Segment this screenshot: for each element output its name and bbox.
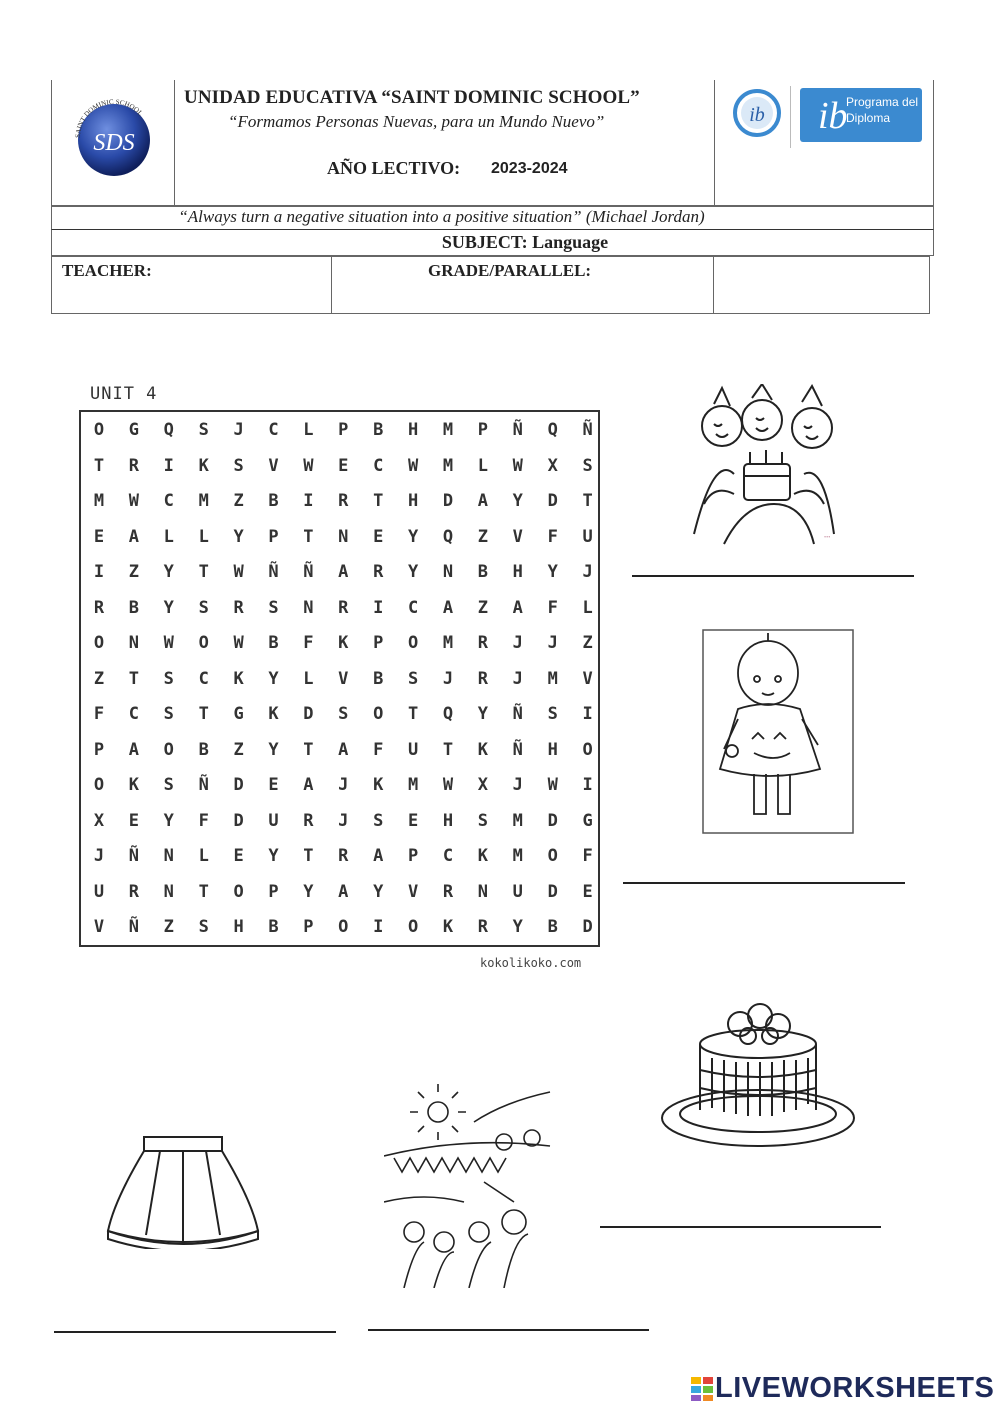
grid-letter[interactable]: R (477, 917, 489, 937)
grid-letter[interactable]: A (128, 739, 140, 760)
grid-letter[interactable]: Ñ (512, 704, 523, 724)
grid-letter[interactable]: V (407, 881, 419, 902)
diploma-programme-text: Programa del Diploma (846, 95, 919, 125)
grid-letter[interactable]: I (582, 775, 593, 795)
word-search-source: kokolikoko.com (480, 956, 582, 970)
grid-letter[interactable]: Y (233, 526, 244, 547)
grid-letter[interactable]: M (442, 455, 454, 476)
grid-letter[interactable]: Y (512, 917, 523, 937)
subject-label: SUBJECT: Language (441, 232, 609, 252)
grid-letter[interactable]: H (547, 739, 558, 760)
grid-letter[interactable]: N (163, 846, 174, 866)
grid-letter[interactable]: E (582, 881, 593, 902)
grid-letter[interactable]: Y (268, 668, 279, 689)
header-divider (174, 80, 175, 205)
grid-letter[interactable]: F (373, 739, 384, 760)
grid-letter[interactable]: Y (268, 846, 279, 866)
grid-letter[interactable]: P (268, 881, 279, 902)
grid-letter[interactable]: Z (93, 668, 105, 689)
grid-letter[interactable]: Z (477, 597, 489, 618)
grid-letter[interactable]: T (198, 562, 209, 582)
grid-letter[interactable]: Ñ (268, 562, 279, 582)
grid-letter[interactable]: T (198, 704, 209, 724)
grid-letter[interactable]: U (268, 810, 279, 831)
grid-letter[interactable]: Y (303, 881, 314, 902)
grid-letter[interactable]: J (512, 775, 523, 795)
grid-letter[interactable]: Ñ (512, 739, 523, 760)
grid-letter[interactable]: B (373, 420, 384, 440)
word-search-grid[interactable] (79, 410, 600, 947)
grid-letter[interactable]: H (512, 562, 523, 582)
year-value: 2023-2024 (491, 160, 568, 177)
grid-letter[interactable]: S (198, 597, 209, 618)
grid-letter[interactable]: K (442, 917, 454, 937)
grid-letter[interactable]: M (512, 810, 523, 831)
grid-letter[interactable]: Z (233, 491, 244, 511)
grid-letter[interactable]: X (477, 775, 489, 795)
grid-letter[interactable]: W (233, 633, 244, 653)
grid-letter[interactable]: O (163, 739, 174, 760)
grid-letter[interactable]: S (477, 810, 489, 831)
grid-letter[interactable]: S (163, 704, 174, 724)
school-name: UNIDAD EDUCATIVA “SAINT DOMINIC SCHOOL” (184, 87, 640, 108)
grid-letter[interactable]: E (233, 846, 244, 866)
grid-letter[interactable]: E (128, 810, 140, 831)
grid-letter[interactable]: O (582, 739, 593, 760)
grid-letter[interactable]: U (512, 881, 523, 902)
grid-letter[interactable]: B (547, 917, 558, 937)
grid-letter[interactable]: S (582, 455, 593, 476)
grid-letter[interactable]: A (128, 526, 140, 547)
grid-letter[interactable]: W (407, 455, 419, 476)
diploma-programme-logo (800, 84, 922, 146)
grid-letter[interactable]: A (303, 775, 314, 795)
skirt-picture (104, 1133, 262, 1249)
year-label: AÑO LECTIVO: (327, 158, 461, 178)
grid-letter[interactable]: K (198, 455, 209, 476)
grid-letter[interactable]: N (442, 562, 454, 582)
grid-letter[interactable]: B (198, 739, 209, 760)
grid-letter[interactable]: Ñ (303, 562, 314, 582)
grid-letter[interactable]: V (512, 526, 523, 547)
grid-letter[interactable]: M (442, 633, 454, 653)
grid-letter[interactable]: D (233, 775, 244, 795)
grid-letter[interactable]: D (303, 704, 314, 724)
grid-letter[interactable]: D (442, 491, 454, 511)
grid-letter[interactable]: L (198, 526, 209, 547)
grid-letter[interactable]: R (442, 881, 454, 902)
grade-label: GRADE/PARALLEL: (428, 261, 592, 280)
grid-letter[interactable]: N (303, 597, 314, 618)
grid-letter[interactable]: Ñ (128, 846, 140, 866)
grid-letter[interactable]: L (582, 597, 593, 618)
grid-letter[interactable]: T (93, 455, 105, 476)
grid-letter[interactable]: E (407, 810, 419, 831)
grid-letter[interactable]: Y (163, 597, 174, 618)
grid-letter[interactable]: L (303, 668, 314, 689)
grid-letter[interactable]: R (233, 597, 244, 618)
grid-letter[interactable]: U (93, 881, 105, 902)
svg-text:ib: ib (818, 95, 848, 137)
grid-letter[interactable]: S (163, 668, 174, 689)
grid-letter[interactable]: P (407, 846, 419, 866)
ib-logo (732, 84, 782, 142)
grid-letter[interactable]: P (93, 739, 105, 760)
grid-letter[interactable]: C (268, 420, 279, 440)
grid-letter[interactable]: Q (163, 420, 174, 440)
grid-letter[interactable]: K (233, 668, 244, 689)
grid-letter[interactable]: M (547, 668, 558, 689)
grid-letter[interactable]: P (303, 917, 314, 937)
logo-text: SAINT DOMINIC SCHOOL (73, 97, 145, 139)
grid-letter[interactable]: T (373, 491, 384, 511)
grid-letter[interactable]: J (512, 668, 523, 689)
grid-letter[interactable]: E (268, 775, 279, 795)
grid-letter[interactable]: N (163, 881, 174, 902)
grid-letter[interactable]: L (303, 420, 314, 440)
grid-letter[interactable]: M (512, 846, 523, 866)
grid-letter[interactable]: N (477, 881, 489, 902)
info-divider (331, 257, 332, 313)
grid-letter[interactable]: Z (233, 739, 244, 760)
grid-letter[interactable]: W (128, 491, 140, 511)
grid-letter[interactable]: Q (442, 526, 454, 547)
grid-letter[interactable]: T (128, 668, 140, 689)
grid-letter[interactable]: S (198, 917, 209, 937)
grid-letter[interactable]: B (268, 917, 279, 937)
grid-letter[interactable]: O (373, 704, 384, 724)
grid-letter[interactable]: V (93, 917, 105, 937)
grid-letter[interactable]: J (93, 846, 105, 866)
grid-letter[interactable]: A (477, 491, 489, 511)
info-divider (713, 257, 714, 313)
grid-letter[interactable]: A (512, 597, 523, 618)
logo-divider (790, 86, 791, 148)
grid-letter[interactable]: O (93, 633, 105, 653)
grid-letter[interactable]: T (198, 881, 209, 902)
grid-letter[interactable]: O (407, 917, 419, 937)
grid-letter[interactable]: I (373, 597, 384, 618)
grid-letter[interactable]: D (233, 810, 244, 831)
grid-letter[interactable]: B (128, 597, 140, 618)
grid-letter[interactable]: S (373, 810, 384, 831)
grid-letter[interactable]: T (303, 846, 314, 866)
grid-letter[interactable]: P (373, 633, 384, 653)
liveworksheets-icon (691, 1377, 713, 1401)
grid-letter[interactable]: L (477, 455, 489, 476)
grid-letter[interactable]: Y (407, 526, 419, 547)
answer-line[interactable] (54, 1331, 336, 1333)
answer-line[interactable] (600, 1226, 881, 1228)
grid-letter[interactable]: Ñ (512, 420, 523, 440)
pumpkin-costume-picture (702, 629, 854, 834)
grid-letter[interactable]: A (338, 739, 349, 760)
school-motto: “Formamos Personas Nuevas, para un Mundo Nuevo” (228, 112, 605, 131)
grid-letter[interactable]: R (303, 810, 314, 831)
grid-letter[interactable]: Z (163, 917, 174, 937)
grid-letter[interactable]: C (128, 704, 140, 724)
unit-title: UNIT 4 (90, 384, 158, 404)
grid-letter[interactable]: W (442, 775, 454, 795)
grid-letter[interactable]: Y (407, 562, 419, 582)
grid-letter[interactable]: J (338, 775, 349, 795)
grid-letter[interactable]: I (582, 704, 593, 724)
grid-letter[interactable]: O (233, 881, 244, 902)
grid-letter[interactable]: D (547, 881, 558, 902)
grid-letter[interactable]: W (163, 633, 174, 653)
grid-letter[interactable]: R (93, 597, 105, 618)
grid-letter[interactable]: F (93, 704, 105, 724)
grid-letter[interactable]: F (547, 526, 558, 547)
grid-letter[interactable]: H (233, 917, 244, 937)
grid-letter[interactable]: R (373, 562, 384, 582)
grid-letter[interactable]: Z (477, 526, 489, 547)
grid-letter[interactable]: J (233, 420, 244, 440)
grid-letter[interactable]: T (582, 491, 593, 511)
grid-letter[interactable]: O (93, 420, 105, 440)
grid-letter[interactable]: B (268, 491, 279, 511)
grid-letter[interactable]: U (407, 739, 419, 760)
grid-letter[interactable]: F (582, 846, 593, 866)
grid-letter[interactable]: A (442, 597, 454, 618)
grid-letter[interactable]: S (268, 597, 279, 618)
grid-letter[interactable]: Z (582, 633, 593, 653)
grid-letter[interactable]: K (373, 775, 384, 795)
grid-letter[interactable]: L (198, 846, 209, 866)
grid-letter[interactable]: S (407, 668, 419, 689)
grid-letter[interactable]: E (93, 526, 105, 547)
grid-letter[interactable]: G (128, 420, 140, 440)
grid-letter[interactable]: F (198, 810, 209, 831)
grid-letter[interactable]: Ñ (198, 775, 209, 795)
grid-letter[interactable]: T (303, 739, 314, 760)
grid-letter[interactable]: V (338, 668, 349, 689)
svg-text:•••: ••• (824, 535, 831, 541)
grid-letter[interactable]: N (338, 526, 349, 547)
grid-letter[interactable]: Y (373, 881, 384, 902)
grid-letter[interactable]: S (338, 704, 349, 724)
grid-letter[interactable]: V (268, 455, 279, 476)
grid-letter[interactable]: K (268, 704, 279, 724)
grid-letter[interactable]: O (93, 775, 105, 795)
grid-letter[interactable]: P (477, 420, 489, 440)
grid-letter[interactable]: W (547, 775, 558, 795)
grid-letter[interactable]: D (547, 810, 558, 831)
birthday-party-picture (684, 384, 844, 549)
grid-letter[interactable]: I (303, 491, 314, 511)
grid-letter[interactable]: E (338, 455, 349, 476)
grid-letter[interactable]: B (268, 633, 279, 653)
grid-letter[interactable]: K (477, 846, 489, 866)
grid-letter[interactable]: J (442, 668, 454, 689)
grid-letter[interactable]: A (373, 846, 384, 866)
grid-letter[interactable]: T (303, 526, 314, 547)
grid-letter[interactable]: J (582, 562, 593, 582)
grid-letter[interactable]: R (338, 846, 349, 866)
grid-letter[interactable]: J (547, 633, 558, 653)
grid-letter[interactable]: E (373, 526, 384, 547)
liveworksheets-brand: LIVEWORKSHEETS (715, 1372, 995, 1404)
school-logo (66, 88, 162, 184)
grid-letter[interactable]: H (407, 491, 419, 511)
grid-letter[interactable]: H (442, 810, 454, 831)
cake-picture (660, 998, 856, 1156)
grid-letter[interactable]: Ñ (582, 420, 593, 440)
grid-letter[interactable]: Y (163, 810, 174, 831)
grid-letter[interactable]: W (233, 562, 244, 582)
grid-letter[interactable]: G (582, 810, 593, 831)
grid-letter[interactable]: C (163, 491, 174, 511)
grid-letter[interactable]: X (547, 455, 558, 476)
grid-letter[interactable]: Y (163, 562, 174, 582)
grid-letter[interactable]: Z (128, 562, 140, 582)
grid-letter[interactable]: I (163, 455, 174, 476)
parade-picture (384, 1082, 552, 1288)
grid-letter[interactable]: S (547, 704, 558, 724)
grid-letter[interactable]: I (373, 917, 384, 937)
ib-logo-text: ib (749, 104, 765, 126)
grid-letter[interactable]: T (407, 704, 419, 724)
grid-letter[interactable]: O (547, 846, 558, 866)
grid-letter[interactable]: W (303, 455, 314, 476)
grid-letter[interactable]: R (477, 668, 489, 689)
grid-letter[interactable]: J (512, 633, 523, 653)
grid-letter[interactable]: C (407, 597, 419, 618)
grid-letter[interactable]: M (407, 775, 419, 795)
grid-letter[interactable]: O (338, 917, 349, 937)
grid-letter[interactable]: R (477, 633, 489, 653)
grid-letter[interactable]: C (373, 455, 384, 476)
grid-letter[interactable]: P (338, 420, 349, 440)
teacher-label: TEACHER: (62, 261, 152, 280)
grid-letter[interactable]: O (407, 633, 419, 653)
grid-letter[interactable]: R (128, 881, 140, 902)
grid-letter[interactable]: Ñ (128, 917, 140, 937)
grid-letter[interactable]: S (198, 420, 209, 440)
grid-letter[interactable]: D (582, 917, 593, 937)
grid-letter[interactable]: Y (477, 704, 489, 724)
grid-letter[interactable]: D (547, 491, 558, 511)
quote-text: “Always turn a negative situation into a positive situation” (Michael Jordan) (178, 207, 705, 226)
grid-letter[interactable]: R (338, 491, 349, 511)
grid-letter[interactable]: Q (442, 704, 454, 724)
logo-initials: SDS (93, 130, 135, 156)
grid-letter[interactable]: R (128, 455, 140, 476)
grid-letter[interactable]: R (338, 597, 349, 618)
grid-letter[interactable]: F (547, 597, 558, 618)
grid-letter[interactable]: Y (512, 491, 523, 511)
grid-letter[interactable]: Y (547, 562, 558, 582)
answer-line[interactable] (623, 882, 905, 884)
grid-letter[interactable]: Y (268, 739, 279, 760)
grid-letter[interactable]: N (128, 633, 140, 653)
grid-letter[interactable]: K (338, 633, 349, 653)
grid-letter[interactable]: Q (547, 420, 558, 440)
grid-letter[interactable]: C (198, 668, 209, 689)
grid-letter[interactable]: B (373, 668, 384, 689)
grid-letter[interactable]: J (338, 810, 349, 831)
grid-letter[interactable]: L (163, 526, 174, 547)
grid-letter[interactable]: W (512, 455, 523, 476)
grid-letter[interactable]: P (268, 526, 279, 547)
grid-letter[interactable]: U (582, 526, 593, 547)
grid-letter[interactable]: B (477, 562, 489, 582)
grid-letter[interactable]: S (163, 775, 174, 795)
answer-line[interactable] (632, 575, 914, 577)
grid-letter[interactable]: X (93, 810, 105, 831)
grid-letter[interactable]: S (233, 455, 244, 476)
grid-letter[interactable]: G (233, 704, 244, 724)
grid-letter[interactable]: V (582, 668, 593, 689)
answer-line[interactable] (368, 1329, 649, 1331)
grid-letter[interactable]: C (442, 846, 454, 866)
grid-letter[interactable]: H (407, 420, 419, 440)
header-divider (714, 80, 715, 205)
grid-letter[interactable]: I (93, 562, 105, 582)
grid-letter[interactable]: F (303, 633, 314, 653)
grid-letter[interactable]: M (198, 491, 209, 511)
grid-letter[interactable]: A (338, 881, 349, 902)
grid-letter[interactable]: M (442, 420, 454, 440)
grid-letter[interactable]: K (477, 739, 489, 760)
grid-letter[interactable]: O (198, 633, 209, 653)
grid-letter[interactable]: K (128, 775, 140, 795)
grid-letter[interactable]: M (93, 491, 105, 511)
grid-letter[interactable]: A (338, 562, 349, 582)
grid-letter[interactable]: T (442, 739, 454, 760)
